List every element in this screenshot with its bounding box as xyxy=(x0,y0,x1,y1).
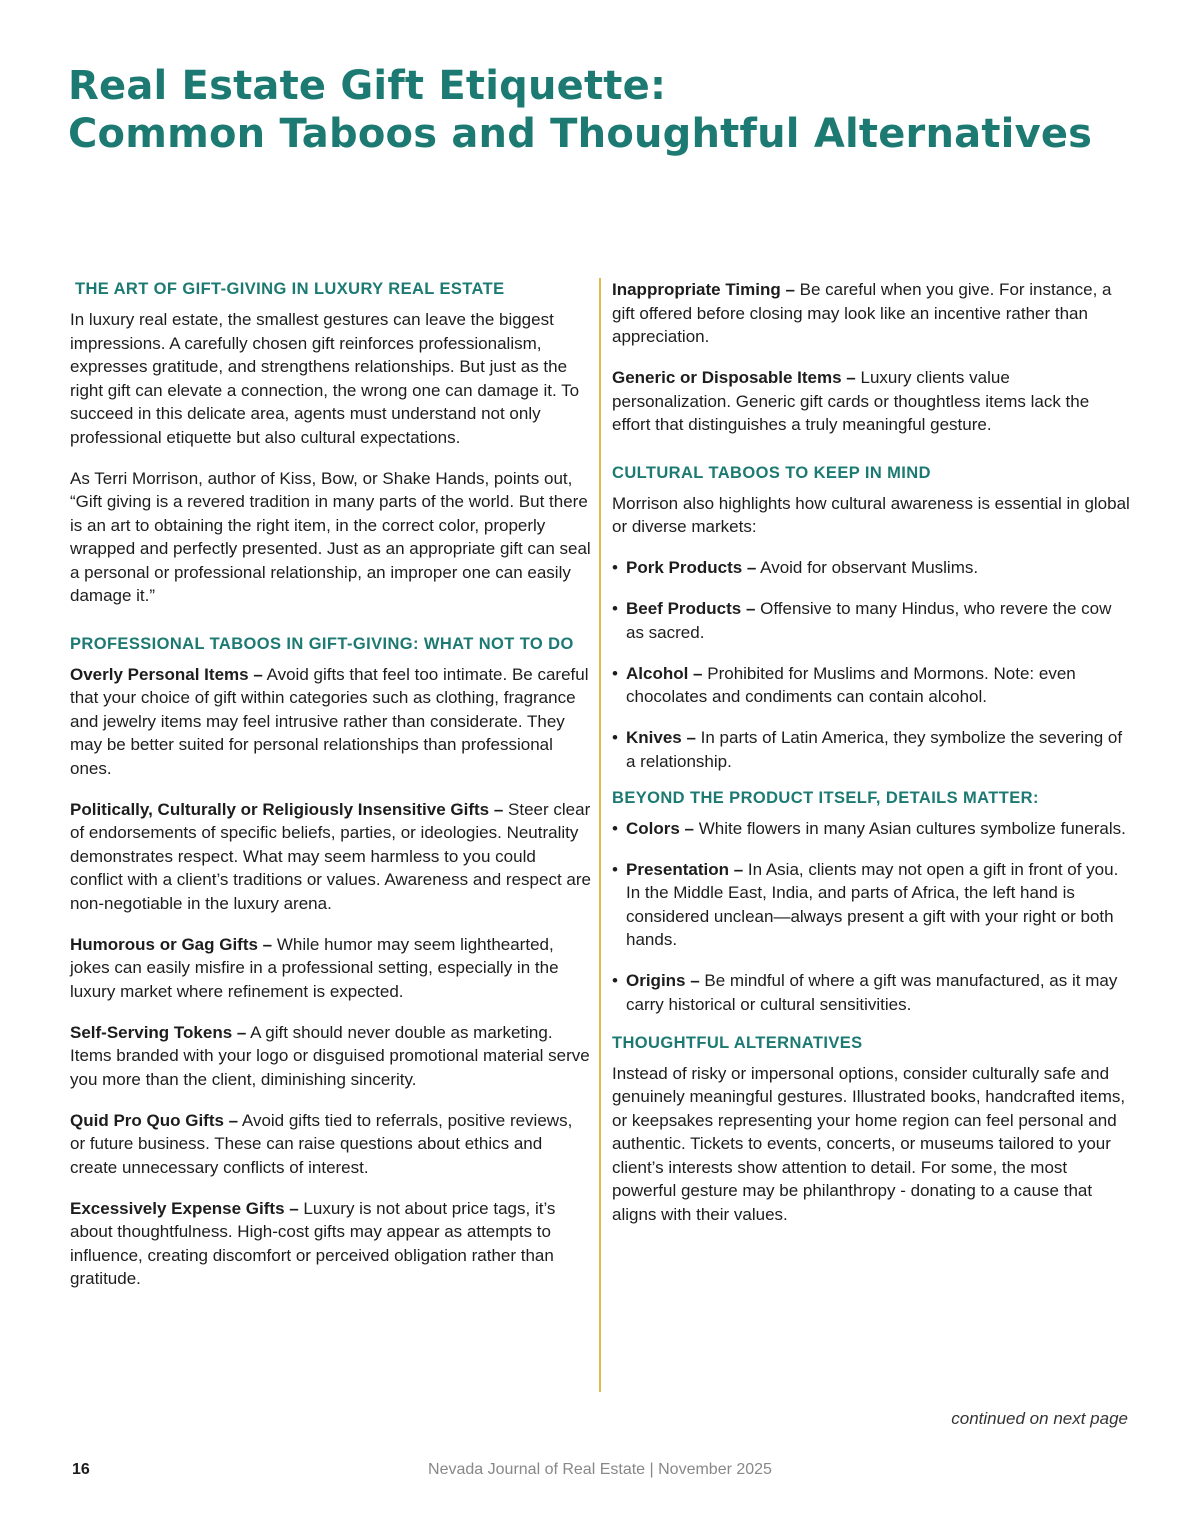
bullet-term: Presentation – xyxy=(626,859,744,879)
taboo-item-expensive xyxy=(70,1197,592,1291)
taboo-item-quid-pro-quo xyxy=(70,1109,592,1180)
alternatives-paragraph: Instead of risky or impersonal options, consider culturally safe and genuinely meaningful gestures. Illustrated books, handcrafted items, or keepsakes representing your home region can feel personal and authentic. Tickets to events, concerts, or museums tailored to your client’s interests show attention to detail. For some, the most powerful gesture may be philanthropy - donating to a cause that aligns with their values. xyxy=(612,1063,1126,1224)
taboo-item-generic xyxy=(612,366,1130,437)
taboo-term: Overly Personal Items – xyxy=(70,664,263,684)
column-divider xyxy=(599,278,601,1392)
list-item xyxy=(612,726,1130,773)
bullet-term: Origins – xyxy=(626,971,700,990)
taboo-item-self-serving xyxy=(70,1021,592,1092)
bullet-term: Pork Products – xyxy=(626,558,757,577)
publication-credit: Nevada Journal of Real Estate | November 2025 xyxy=(428,1461,772,1478)
title-line-1: Real Estate Gift Etiquette: xyxy=(68,63,667,109)
taboo-term: Self-Serving Tokens – xyxy=(70,1022,247,1042)
taboo-text: Be careful when you give. For instance, a gift offered before closing may look like an incentive rather than appreciation. xyxy=(612,280,1112,346)
taboo-text: While humor may seem lighthearted, jokes can easily misfire in a professional setting, especially in the luxury market where refinement is expected. xyxy=(70,934,559,1001)
taboo-text: Luxury clients value personalization. Generic gift cards or thoughtless items lack the effort that distinguishes a truly meaningful gesture. xyxy=(612,368,1090,434)
bullet-text: In parts of Latin America, they symbolize the severing of a relationship. xyxy=(626,728,1123,771)
title-line-2: Common Taboos and Thoughtful Alternatives xyxy=(68,111,1093,157)
section-heading-cultural-taboos: CULTURAL TABOOS TO KEEP IN MIND xyxy=(612,463,931,482)
page-number: 16 xyxy=(72,1461,90,1478)
bullet-text: White flowers in many Asian cultures symbolize funerals. xyxy=(694,818,1126,838)
taboo-item-insensitive xyxy=(70,798,592,916)
taboo-term: Quid Pro Quo Gifts – xyxy=(70,1110,239,1130)
taboo-text: Luxury is not about price tags, it’s about thoughtfulness. High-cost gifts may appear as attempts to influence, creating discomfort or perceived obligation rather than gratitude. xyxy=(70,1198,556,1288)
taboo-text: Avoid gifts that feel too intimate. Be careful that your choice of gift within categories such as clothing, fragrance and jewelry items may feel intrusive rather than considerate. They may be better suited for personal relationships than professional ones. xyxy=(70,664,589,778)
section-heading-art-of-gift-giving: THE ART OF GIFT-GIVING IN LUXURY REAL ESTATE xyxy=(75,280,505,298)
taboo-term: Politically, Culturally or Religiously Insensitive Gifts – xyxy=(70,799,504,819)
list-item xyxy=(612,662,1130,709)
taboo-term: Excessively Expense Gifts – xyxy=(70,1198,299,1218)
list-item xyxy=(612,969,1130,1016)
taboo-item-overly-personal xyxy=(70,663,592,781)
taboo-item-timing xyxy=(612,278,1130,349)
intro-paragraph: In luxury real estate, the smallest gestures can leave the biggest impressions. A carefully chosen gift reinforces professionalism, expresses gratitude, and strengthens relationships. But just as the right gift can elevate a connection, the wrong one can damage it. To succeed in this delicate area, agents must understand not only professional etiquette but also cultural expectations. xyxy=(70,310,580,447)
bullet-term: Beef Products – xyxy=(626,599,756,618)
section-heading-details-matter: BEYOND THE PRODUCT ITSELF, DETAILS MATTER: xyxy=(612,788,1039,807)
taboo-item-humorous xyxy=(70,933,592,1004)
list-item xyxy=(612,597,1130,644)
left-column xyxy=(70,278,592,1308)
bullet-term: Colors – xyxy=(626,818,695,838)
taboo-text: Avoid gifts tied to referrals, positive reviews, or future business. These can raise questions about ethics and create unnecessary conflicts of interest. xyxy=(70,1110,573,1177)
taboo-text: A gift should never double as marketing. Items branded with your logo or disguised promotional material serve you more than the client, diminishing sincerity. xyxy=(70,1022,590,1089)
bullet-text: Be mindful of where a gift was manufactured, as it may carry historical or cultural sensitivities. xyxy=(626,971,1118,1014)
morrison-quote-paragraph: As Terri Morrison, author of Kiss, Bow, or Shake Hands, points out, “Gift giving is a revered tradition in many parts of the world. But there is an art to obtaining the right item, in the correct color, properly wrapped and perfectly presented. Just as an appropriate gift can seal a personal or professional relationship, an improper one can easily damage it.” xyxy=(70,468,591,605)
continued-note: continued on next page xyxy=(951,1409,1128,1428)
cultural-taboo-list xyxy=(612,556,1130,773)
cultural-intro: Morrison also highlights how cultural awareness is essential in global or diverse markets: xyxy=(612,493,1130,536)
page-title xyxy=(68,62,1092,158)
section-heading-professional-taboos: PROFESSIONAL TABOOS IN GIFT-GIVING: WHAT NOT TO DO xyxy=(70,634,574,653)
bullet-text: Prohibited for Muslims and Mormons. Note: even chocolates and condiments can contain alcohol. xyxy=(626,663,1076,706)
details-list xyxy=(612,817,1130,1017)
bullet-text: Avoid for observant Muslims. xyxy=(756,558,979,577)
list-item xyxy=(612,556,1130,580)
taboo-term: Generic or Disposable Items – xyxy=(612,368,856,387)
bullet-text: Offensive to many Hindus, who revere the cow as sacred. xyxy=(626,599,1112,642)
list-item xyxy=(612,858,1130,952)
bullet-text: In Asia, clients may not open a gift in front of you. In the Middle East, India, and parts of Africa, the left hand is considered unclean—always present a gift with your right or both hands. xyxy=(626,859,1119,949)
taboo-term: Humorous or Gag Gifts – xyxy=(70,934,273,954)
right-column xyxy=(612,278,1130,1244)
taboo-text: Steer clear of endorsements of specific beliefs, parties, or ideologies. Neutrality demonstrates respect. What may seem harmless to you could conflict with a client’s traditions or values. Awareness and respect are non-negotiable in the luxury arena. xyxy=(70,799,591,913)
taboo-term: Inappropriate Timing – xyxy=(612,280,795,299)
section-heading-thoughtful-alternatives: THOUGHTFUL ALTERNATIVES xyxy=(612,1033,863,1052)
bullet-term: Alcohol – xyxy=(626,663,703,683)
bullet-term: Knives – xyxy=(626,728,696,747)
list-item xyxy=(612,817,1130,841)
